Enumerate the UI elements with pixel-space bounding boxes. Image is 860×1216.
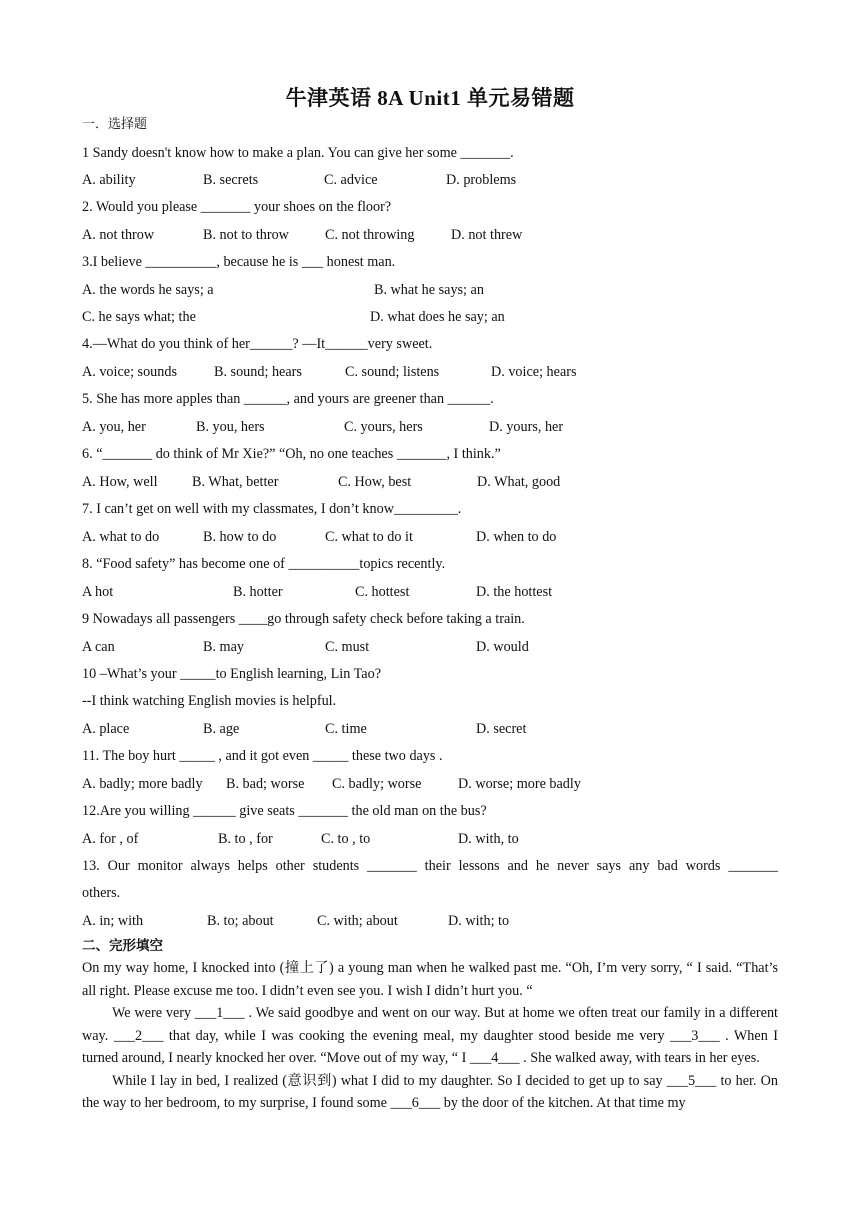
option-a: A. what to do xyxy=(82,529,160,545)
question-1: 1 Sandy doesn't know how to make a plan. You can give her some _______. xyxy=(82,145,514,161)
options-3-ab xyxy=(82,281,778,299)
options-13 xyxy=(82,912,778,930)
option-d: D. with; to xyxy=(448,913,510,929)
option-d: D. when to do xyxy=(476,529,557,545)
option-c: C. advice xyxy=(324,172,378,188)
options-12 xyxy=(82,830,778,848)
question-2: 2. Would you please _______ your shoes on the floor? xyxy=(82,199,392,215)
question-6: 6. “_______ do think of Mr Xie?” “Oh, no one teaches _______, I think.” xyxy=(82,446,501,462)
options-1 xyxy=(82,171,778,189)
page-title: 牛津英语 8A Unit1 单元易错题 xyxy=(285,86,575,110)
option-b: B. sound; hears xyxy=(214,364,302,380)
option-c: C. How, best xyxy=(338,474,412,490)
option-c: C. sound; listens xyxy=(345,364,440,380)
option-b: B. to; about xyxy=(207,913,274,929)
option-a: A. How, well xyxy=(82,474,158,490)
option-c: C. he says what; the xyxy=(82,309,196,325)
option-b: B. what he says; an xyxy=(374,282,484,298)
option-d: D. yours, her xyxy=(489,419,564,435)
cloze-paragraph-3: While I lay in bed, I realized (意识到) what I did to my daughter. So I decided to get up to say ___5___ to her. On the way to her bedroom, to my surprise, I found some ___6___ by the door of the kitchen. At that time my xyxy=(82,1072,778,1111)
option-d: D. not threw xyxy=(451,227,523,243)
option-a: A. place xyxy=(82,721,130,737)
option-c: C. must xyxy=(325,639,370,655)
question-12: 12.Are you willing ______ give seats _______ the old man on the bus? xyxy=(82,803,487,819)
option-a: A. not throw xyxy=(82,227,155,243)
option-d: D. voice; hears xyxy=(491,364,577,380)
option-b: B. how to do xyxy=(203,529,277,545)
options-4 xyxy=(82,363,778,381)
option-d: D. would xyxy=(476,639,529,655)
question-3: 3.I believe __________, because he is ___ honest man. xyxy=(82,254,396,270)
option-d: D. the hottest xyxy=(476,584,553,600)
option-c: C. badly; worse xyxy=(332,776,422,792)
option-d: D. secret xyxy=(476,721,527,737)
question-10: 10 –What’s your _____to English learning, Lin Tao? xyxy=(82,666,381,682)
section-heading-cloze: 二、完形填空 xyxy=(82,938,163,954)
option-b: B. bad; worse xyxy=(226,776,305,792)
option-c: C. time xyxy=(325,721,367,737)
question-11: 11. The boy hurt _____ , and it got even _____ these two days . xyxy=(82,748,443,764)
question-13: 13. Our monitor always helps other students _______ their lessons and he never says any bad words _______ xyxy=(82,858,778,874)
option-a: A. the words he says; a xyxy=(82,282,214,298)
options-2 xyxy=(82,226,778,244)
option-c: C. not throwing xyxy=(325,227,415,243)
option-d: D. What, good xyxy=(477,474,561,490)
option-d: D. what does he say; an xyxy=(370,309,505,325)
options-10 xyxy=(82,720,778,738)
option-c: C. hottest xyxy=(355,584,410,600)
option-c: C. with; about xyxy=(317,913,398,929)
option-a: A. voice; sounds xyxy=(82,364,177,380)
options-3-cd xyxy=(82,308,778,326)
question-7: 7. I can’t get on well with my classmates, I don’t know_________. xyxy=(82,501,462,517)
option-b: B. secrets xyxy=(203,172,259,188)
option-c: C. what to do it xyxy=(325,529,413,545)
question-4: 4.—What do you think of her______? —It______very sweet. xyxy=(82,336,433,352)
options-9 xyxy=(82,638,778,656)
option-b: B. hotter xyxy=(233,584,283,600)
cloze-paragraph-2: We were very ___1___ . We said goodbye and went on our way. But at home we often treat our family in a different way. ___2___ that day, while I was cooking the evening meal, my daughter stood beside me very ___3___ . When I turned around, I nearly knocked her over. “Move out of my way, “ I ___4___ . She walked away, with tears in her eyes. xyxy=(82,1005,778,1066)
option-a: A. ability xyxy=(82,172,136,188)
option-b: B. to , for xyxy=(218,831,273,847)
section-heading-choice: 一．选择题 xyxy=(82,117,148,132)
option-b: B. What, better xyxy=(192,474,279,490)
question-5: 5. She has more apples than ______, and yours are greener than ______. xyxy=(82,391,494,407)
cloze-paragraph-1: On my way home, I knocked into (撞上了) a young man when he walked past me. “Oh, I’m very sorry, “ I said. “That’s all right. Please excuse me too. I didn’t even see you. I wish I didn’t hurt you. “ xyxy=(82,960,778,999)
option-d: D. problems xyxy=(446,172,517,188)
options-5 xyxy=(82,418,778,436)
option-b: B. may xyxy=(203,639,244,655)
option-b: B. you, hers xyxy=(196,419,265,435)
option-a: A. in; with xyxy=(82,913,144,929)
option-a: A. for , of xyxy=(82,831,139,847)
option-c: C. yours, hers xyxy=(344,419,423,435)
option-a: A hot xyxy=(82,584,114,600)
question-10-reply: --I think watching English movies is helpful. xyxy=(82,693,337,709)
option-a: A can xyxy=(82,639,115,655)
option-d: D. with, to xyxy=(458,831,519,847)
options-11 xyxy=(82,775,778,793)
option-a: A. you, her xyxy=(82,419,146,435)
option-d: D. worse; more badly xyxy=(458,776,581,792)
question-9: 9 Nowadays all passengers ____go through safety check before taking a train. xyxy=(82,611,525,627)
option-b: B. age xyxy=(203,721,240,737)
option-c: C. to , to xyxy=(321,831,371,847)
option-b: B. not to throw xyxy=(203,227,289,243)
question-8: 8. “Food safety” has become one of __________topics recently. xyxy=(82,556,446,572)
options-8 xyxy=(82,583,778,601)
options-6 xyxy=(82,473,778,491)
cloze-passage xyxy=(82,957,778,1115)
question-13-continued: others. xyxy=(82,885,121,901)
options-7 xyxy=(82,528,778,546)
option-a: A. badly; more badly xyxy=(82,776,203,792)
